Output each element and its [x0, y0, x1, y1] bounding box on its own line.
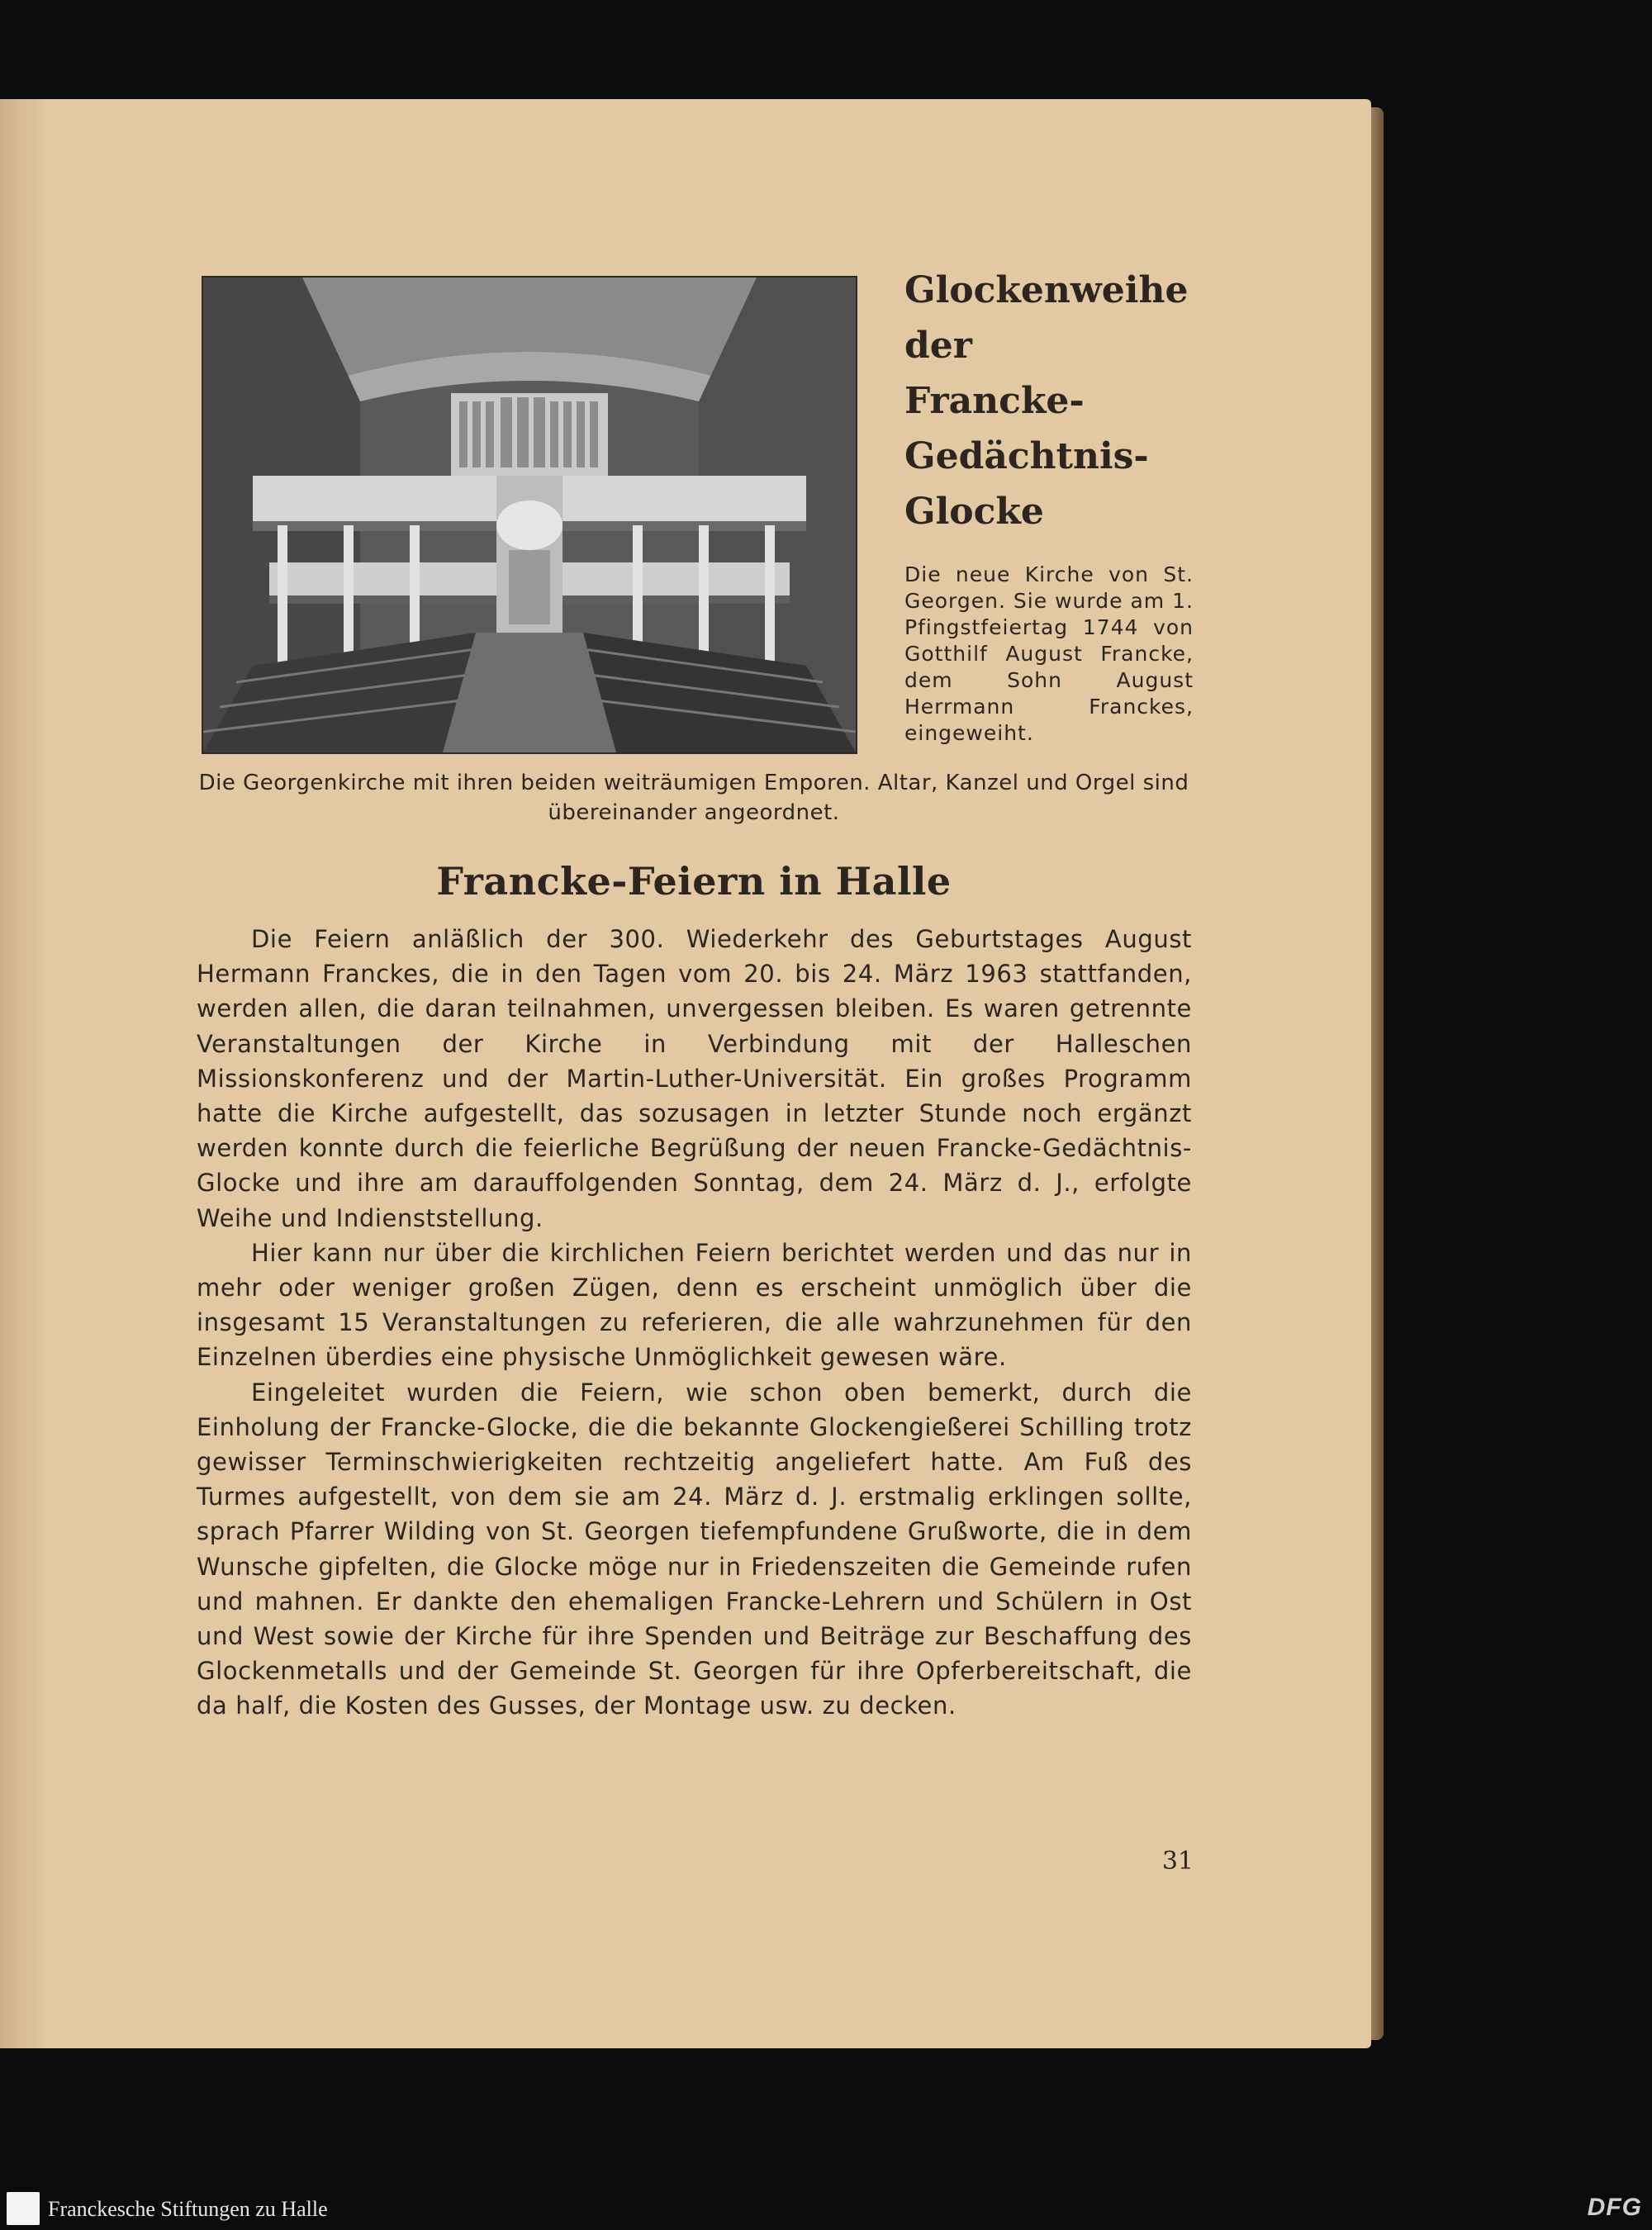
section-title: Francke-Feiern in Halle — [436, 859, 952, 904]
paragraph: Die Feiern anläßlich der 300. Wiederkehr des Geburtstages August Hermann Franckes, die in den Tagen vom 20. bis 24. März 1963 stattfanden, werden allen, die daran teilnahmen, unvergessen bleiben. Es waren getrennte Veranstaltungen der Kirche in Verbindung mit der Halleschen Missionskonferenz und der Martin-Luther-Universität. Ein großes Programm hatte die Kirche aufgestellt, das sozusagen in letzter Stunde noch ergänzt werden konnte durch die feierliche Begrüßung der neuen Francke-Gedächtnis-Glocke und ihre am darauffolgenden Sonntag, dem 24. März d. J., erfolgte Weihe und Indienststellung. — [197, 925, 1192, 1232]
church-interior-photo — [202, 276, 857, 754]
heading-line: Gedächtnis- — [904, 435, 1149, 477]
photo-caption: Die Georgenkirche mit ihren beiden weiträumigen Emporen. Altar, Kanzel und Orgel sind übereinander angeordnet. — [198, 771, 1189, 825]
side-caption: Die neue Kirche von St. Georgen. Sie wurde am 1. Pfingstfeiertag 1744 von Gotthilf August Francke, dem Sohn August Herrmann Franckes, eingeweiht. — [904, 562, 1194, 745]
paragraph: Hier kann nur über die kirchlichen Feiern berichtet werden und das nur in mehr oder weniger großen Zügen, denn es erscheint unmöglich über die insgesamt 15 Veranstaltungen zu referieren, die alle wahrzunehmen für den Einzelnen überdies eine physische Unmöglichkeit gewesen wäre. — [197, 1238, 1192, 1372]
institution-logo-icon — [7, 2192, 40, 2225]
dfg-logo: DFG — [1587, 2194, 1642, 2221]
bell-dedication-heading — [904, 263, 1202, 539]
heading-line: Francke- — [904, 380, 1085, 422]
paragraph: Eingeleitet wurden die Feiern, wie schon oben bemerkt, durch die Einholung der Francke-Glocke, die die bekannte Glockengießerei Schilling trotz gewisser Terminschwierigkeiten rechtzeitig angeliefert hatte. Am Fuß des Turmes aufgestellt, von dem sie am 24. März d. J. erstmalig erklingen sollte, sprach Pfarrer Wilding von St. Georgen tiefempfundene Grußworte, die in dem Wunsche gipfelten, die Glocke möge nur in Friedenszeiten die Gemeinde rufen und mahnen. Er dankte den ehemaligen Francke-Lehrern und Schülern in Ost und West sowie der Kirche für ihre Spenden und Beiträge zur Beschaffung des Glockenmetalls und der Gemeinde St. Georgen für ihre Opferbereitschaft, die da half, die Kosten des Gusses, der Montage usw. zu decken. — [197, 1378, 1192, 1720]
page-number: 31 — [1161, 1847, 1194, 1876]
article-body — [197, 922, 1192, 1724]
heading-line: Glockenweihe — [904, 269, 1189, 311]
heading-line: der — [904, 325, 972, 367]
institution-name: Franckesche Stiftungen zu Halle — [48, 2197, 328, 2221]
heading-line: Glocke — [904, 491, 1044, 533]
